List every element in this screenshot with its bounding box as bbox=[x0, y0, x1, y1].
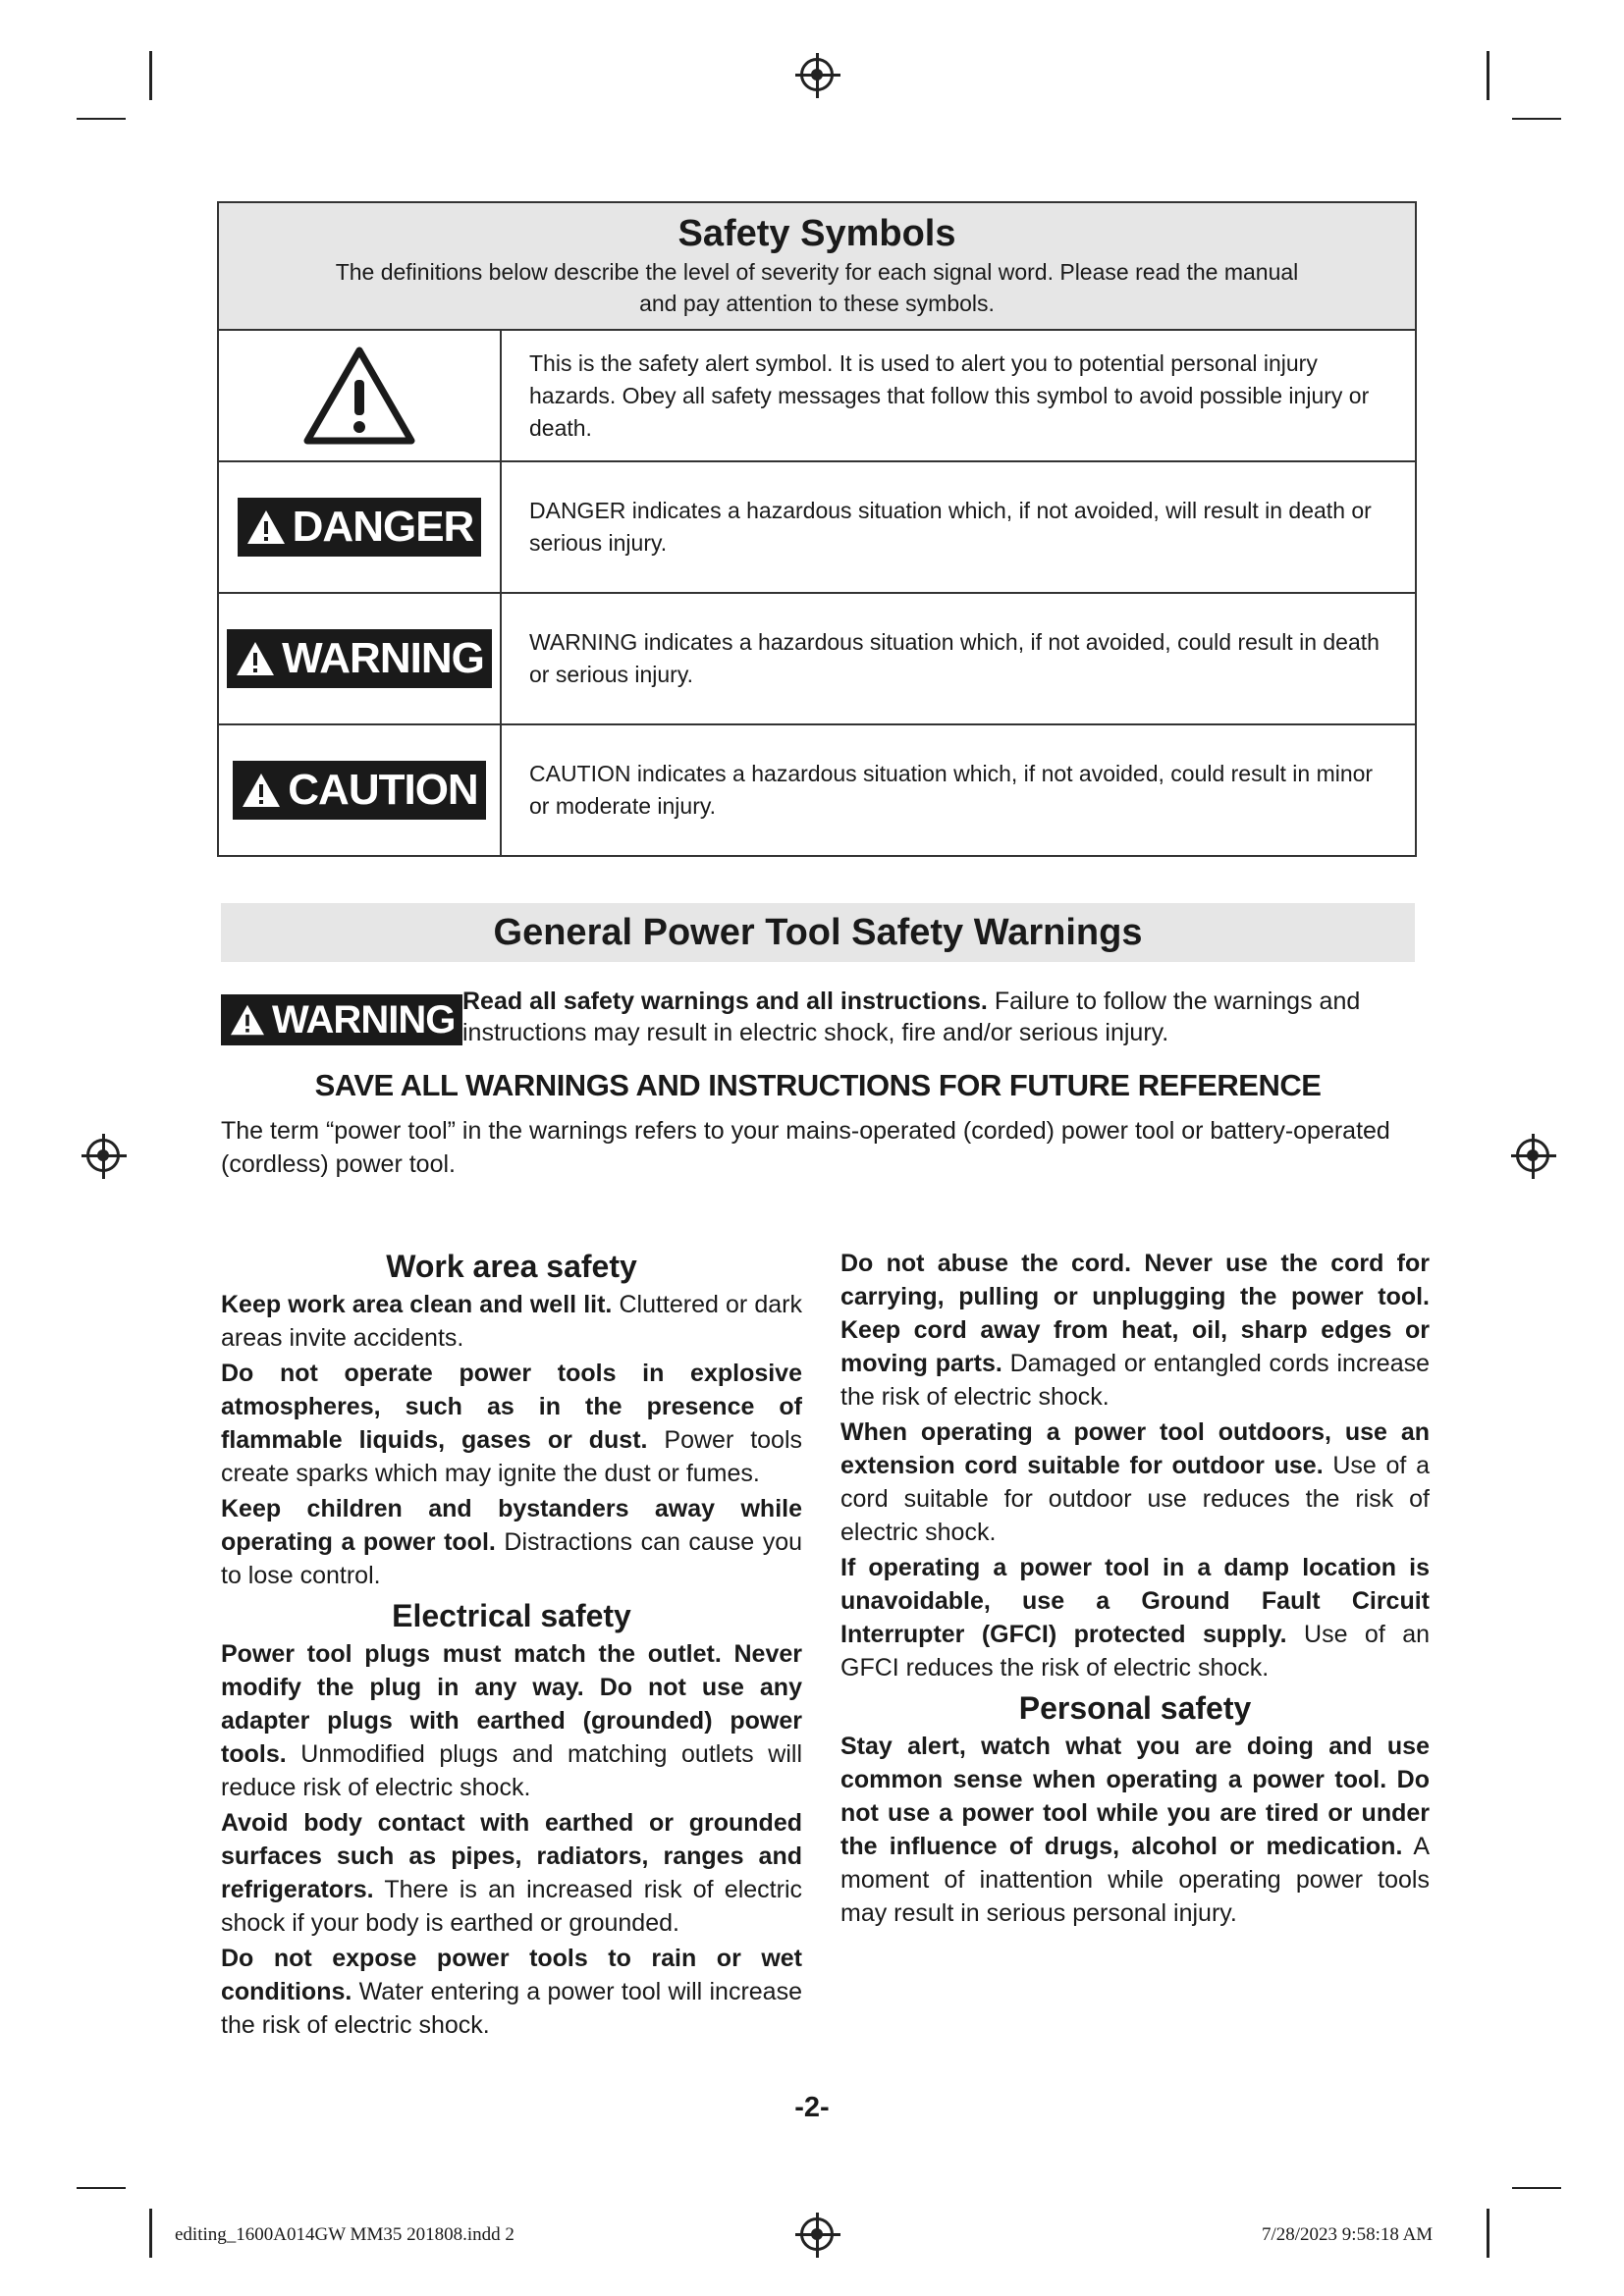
alert-symbol-cell bbox=[219, 331, 502, 460]
item-text: Distractions can cause you to lose control. bbox=[221, 1528, 803, 1589]
safety-symbols-title: Safety Symbols bbox=[677, 213, 956, 254]
item-bold: If operating a power tool in a damp location is unavoidable, use a Ground Fault Circuit Interrupter (GFCI) protected supply. bbox=[840, 1554, 1430, 1648]
crop-mark bbox=[77, 118, 126, 120]
electrical-item bbox=[221, 1942, 802, 2042]
safety-symbol-row-danger bbox=[219, 462, 1415, 594]
crop-mark bbox=[1487, 2209, 1489, 2258]
page-number: -2- bbox=[794, 2092, 830, 2123]
caution-description bbox=[502, 725, 1415, 855]
warning-badge bbox=[221, 994, 462, 1045]
general-warning-intro bbox=[462, 986, 1420, 1048]
left-column bbox=[221, 1245, 802, 2044]
crop-mark bbox=[1512, 118, 1561, 120]
registration-mark-icon bbox=[800, 2217, 834, 2251]
danger-badge bbox=[238, 498, 482, 557]
electrical-item bbox=[221, 1806, 802, 1940]
item-bold: Do not abuse the cord. Never use the cord for carrying, pulling or unplugging the power tool. Keep cord away from heat, oil, sharp edges or moving parts. bbox=[840, 1250, 1430, 1377]
electrical-item bbox=[840, 1551, 1430, 1684]
item-text: There is an increased risk of electric shock if your body is earthed or grounded. bbox=[221, 1876, 802, 1937]
item-text: Cluttered or dark areas invite accidents. bbox=[221, 1291, 802, 1352]
general-warning-badge bbox=[221, 994, 462, 1045]
intro-text: Failure to follow the warnings and instructions may result in electric shock, fire and/or serious injury. bbox=[462, 988, 1361, 1046]
crop-mark bbox=[1487, 51, 1489, 100]
work-area-safety-heading: Work area safety bbox=[386, 1249, 637, 1284]
crop-mark bbox=[77, 2187, 126, 2189]
caution-label: CAUTION bbox=[288, 766, 478, 814]
item-text: Unmodified plugs and matching outlets will reduce risk of electric shock. bbox=[221, 1740, 802, 1801]
electrical-item bbox=[840, 1415, 1430, 1549]
item-bold: Avoid body contact with earthed or grounded surfaces such as pipes, radiators, ranges and refrigerators. bbox=[221, 1809, 802, 1903]
warning-description bbox=[502, 594, 1415, 723]
item-text: Use of a cord suitable for outdoor use reduces the risk of electric shock. bbox=[840, 1452, 1430, 1546]
footer-file-name: editing_1600A014GW MM35 201808.indd 2 bbox=[175, 2224, 514, 2245]
danger-label: DANGER bbox=[292, 503, 474, 551]
warning-label: WARNING bbox=[282, 634, 484, 682]
item-text: Power tools create sparks which may ignite the dust or fumes. bbox=[221, 1426, 803, 1487]
crop-mark bbox=[149, 2209, 152, 2258]
footer-timestamp: 7/28/2023 9:58:18 AM bbox=[1262, 2224, 1434, 2245]
alert-symbol-description bbox=[502, 331, 1415, 460]
item-text: Use of an GFCI reduces the risk of electric shock. bbox=[840, 1621, 1430, 1682]
save-all-warnings-heading: SAVE ALL WARNINGS AND INSTRUCTIONS FOR FUTURE REFERENCE bbox=[314, 1068, 1322, 1102]
item-bold: Stay alert, watch what you are doing and use common sense when operating a power tool. Do not use a power tool while you are tired or under the influence of drugs, alcohol or medication. bbox=[840, 1733, 1430, 1860]
safety-symbol-row-caution bbox=[219, 725, 1415, 855]
registration-mark-icon bbox=[800, 58, 834, 91]
danger-text: DANGER indicates a hazardous situation which, if not avoided, will result in death or serious injury. bbox=[529, 498, 1372, 556]
work-area-item bbox=[221, 1357, 802, 1490]
caution-symbol-cell bbox=[219, 725, 502, 855]
item-bold: Do not operate power tools in explosive atmospheres, such as in the presence of flammable liquids, gases or dust. bbox=[221, 1360, 802, 1454]
warning-text: WARNING indicates a hazardous situation which, if not avoided, could result in death or serious injury. bbox=[529, 629, 1380, 687]
item-bold: Do not expose power tools to rain or wet conditions. bbox=[221, 1945, 802, 2005]
right-column bbox=[840, 1247, 1430, 1932]
work-area-item bbox=[221, 1288, 802, 1355]
crop-mark bbox=[149, 51, 152, 100]
safety-symbols-description: The definitions below describe the level of severity for each signal word. Please read the manual and pay attention to these symbols. bbox=[335, 259, 1299, 316]
item-bold: Keep children and bystanders away while operating a power tool. bbox=[221, 1495, 802, 1556]
electrical-item bbox=[221, 1637, 802, 1804]
caution-badge bbox=[233, 761, 485, 820]
alert-triangle-icon bbox=[229, 1003, 266, 1037]
warning-badge bbox=[227, 629, 492, 688]
item-bold: When operating a power tool outdoors, use an extension cord suitable for outdoor use. bbox=[840, 1418, 1430, 1479]
item-bold: Keep work area clean and well lit. bbox=[221, 1291, 613, 1318]
warning-label: WARNING bbox=[272, 997, 456, 1041]
safety-symbols-header bbox=[219, 203, 1415, 331]
warning-symbol-cell bbox=[219, 594, 502, 723]
work-area-item bbox=[221, 1492, 802, 1592]
alert-triangle-icon bbox=[241, 772, 282, 809]
item-bold: Power tool plugs must match the outlet. Never modify the plug in any way. Do not use any adapter plugs with earthed (grounded) power tools. bbox=[221, 1640, 802, 1768]
safety-symbol-row-warning bbox=[219, 594, 1415, 725]
electrical-safety-heading: Electrical safety bbox=[392, 1598, 631, 1633]
alert-triangle-icon bbox=[301, 343, 417, 449]
registration-mark-icon bbox=[1516, 1139, 1549, 1172]
alert-symbol-text: This is the safety alert symbol. It is used to alert you to potential personal injury hazards. Obey all safety messages that follow this symbol to avoid possible injury or death. bbox=[529, 349, 1370, 441]
item-text: A moment of inattention while operating power tools may result in serious personal injury. bbox=[840, 1833, 1430, 1927]
danger-description bbox=[502, 462, 1415, 592]
crop-mark bbox=[1512, 2187, 1561, 2189]
personal-safety-heading: Personal safety bbox=[1018, 1690, 1252, 1726]
intro-bold-text: Read all safety warnings and all instructions. bbox=[462, 988, 988, 1015]
safety-symbols-table bbox=[217, 201, 1417, 857]
alert-triangle-icon bbox=[245, 508, 287, 546]
personal-item bbox=[840, 1730, 1430, 1930]
caution-text: CAUTION indicates a hazardous situation which, if not avoided, could result in minor or moderate injury. bbox=[529, 761, 1374, 819]
item-text: Damaged or entangled cords increase the risk of electric shock. bbox=[840, 1350, 1430, 1411]
item-text: Water entering a power tool will increase the risk of electric shock. bbox=[221, 1978, 802, 2039]
alert-triangle-icon bbox=[235, 640, 276, 677]
power-tool-term-paragraph: The term “power tool” in the warnings refers to your mains-operated (corded) power tool or battery-operated (cordless) power tool. bbox=[221, 1117, 1390, 1178]
registration-mark-icon bbox=[86, 1139, 120, 1172]
general-warnings-title: General Power Tool Safety Warnings bbox=[221, 903, 1415, 962]
danger-symbol-cell bbox=[219, 462, 502, 592]
safety-symbol-row-alert bbox=[219, 331, 1415, 462]
electrical-item bbox=[840, 1247, 1430, 1414]
